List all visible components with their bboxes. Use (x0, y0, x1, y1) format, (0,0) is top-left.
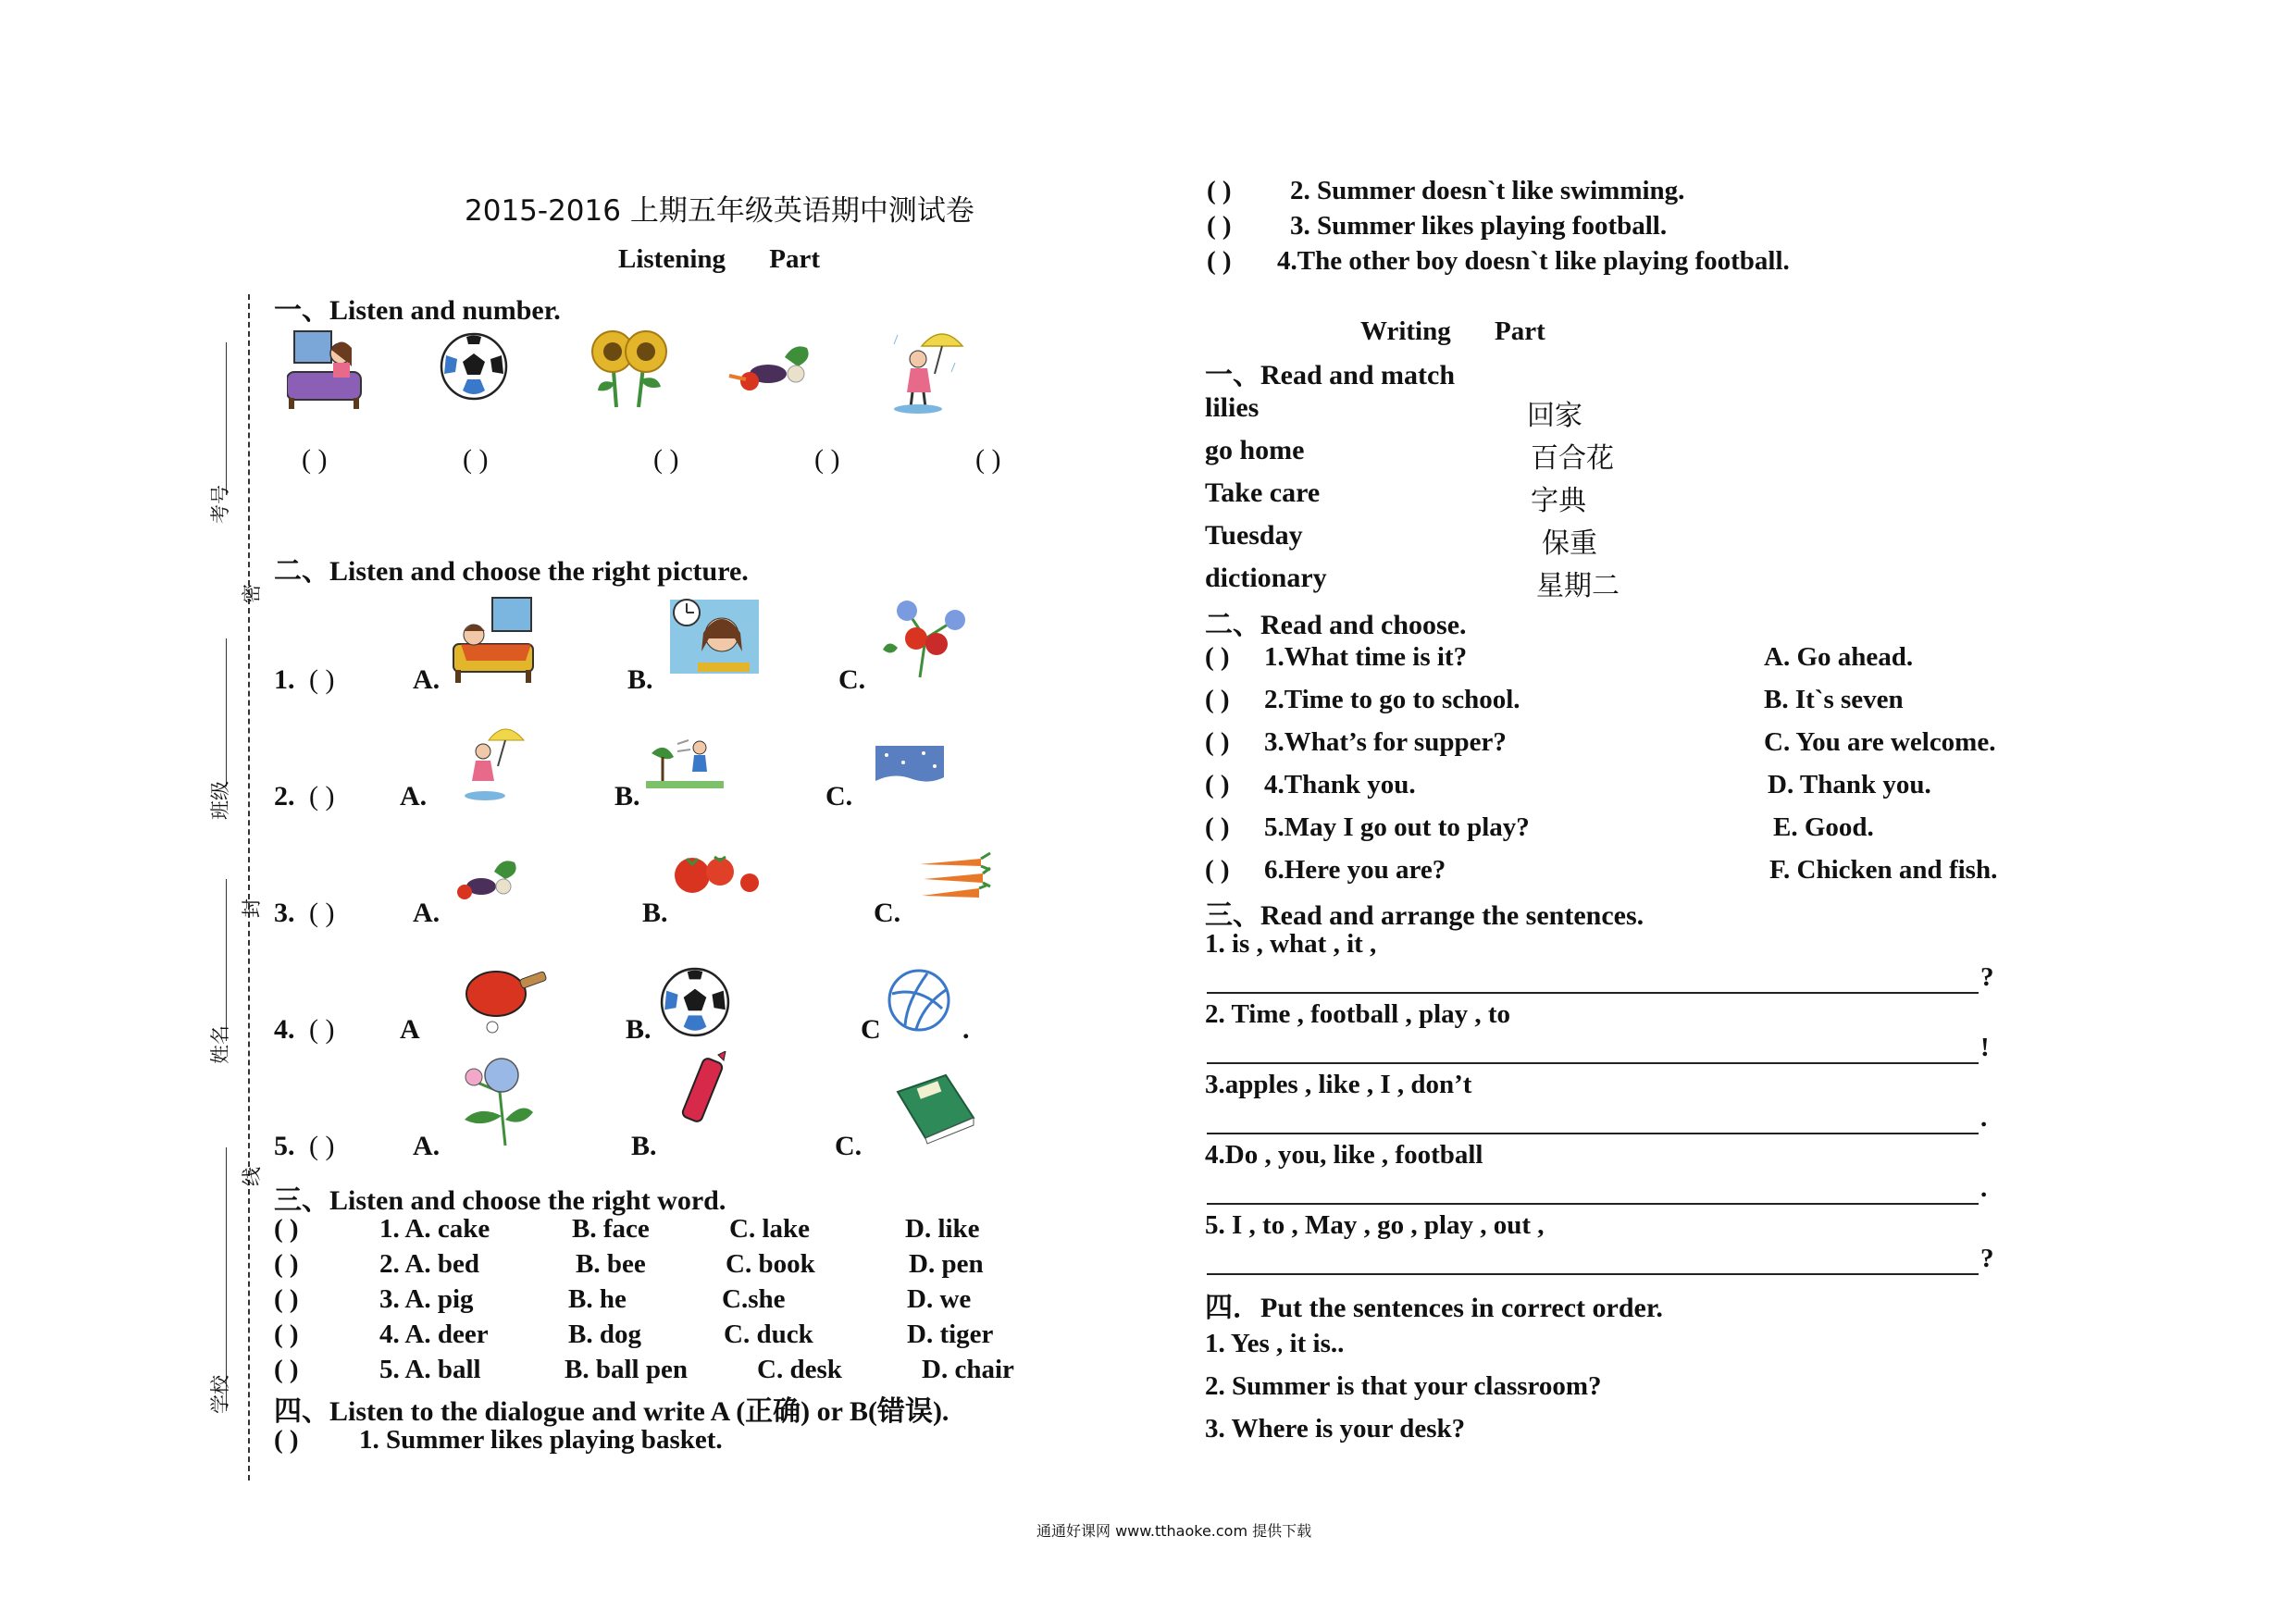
windy-day-picture[interactable] (646, 735, 724, 788)
l2-option-c-label: C (861, 1014, 881, 1045)
w2-answer-option: D. Thank you. (1768, 770, 1931, 799)
writing-word: Writing (1360, 316, 1451, 346)
w2-answer-option: F. Chicken and fish. (1769, 855, 1998, 885)
l2-option-a-label: A (400, 1014, 420, 1045)
margin-blank-school (226, 1147, 227, 1411)
l3-option-b: B. dog (568, 1319, 641, 1349)
w4-sentence: 3. Where is your desk? (1205, 1414, 1466, 1443)
l3-option-b: B. he (568, 1284, 627, 1314)
writing-part-word: Part (1495, 316, 1545, 346)
l4-item-text: 3. Summer likes playing football. (1290, 211, 1668, 241)
w2-answer-option: B. It`s seven (1764, 685, 1904, 714)
w1-english-word[interactable]: Take care (1205, 477, 1321, 508)
w3-heading: 三、Read and arrange the sentences. (1205, 900, 1644, 931)
w1-chinese-word[interactable]: 字典 (1531, 485, 1586, 517)
l3-row-paren[interactable]: ( ) (274, 1214, 299, 1244)
l1-answer-paren-1[interactable]: ( ) (302, 444, 328, 475)
w4-sentence: 1. Yes , it is.. (1205, 1329, 1345, 1358)
w2-answer-option: A. Go ahead. (1764, 642, 1914, 672)
margin-blank-class (226, 638, 227, 787)
l3-option-d: D. like (905, 1214, 980, 1244)
l2-option-b-label: B. (642, 898, 668, 928)
margin-label-xian: 线 (241, 1167, 263, 1186)
w3-scrambled-words: 4.Do , you, like , football (1205, 1140, 1483, 1170)
ping-pong-paddle-picture[interactable] (465, 966, 548, 1035)
l2-row-paren[interactable]: ( ) (309, 898, 335, 928)
l2-option-b-label: B. (614, 781, 640, 812)
l1-answer-paren-3[interactable]: ( ) (653, 444, 679, 475)
carrots-picture[interactable] (916, 851, 992, 903)
w2-question-paren[interactable]: ( ) (1205, 812, 1230, 842)
w2-answer-option: E. Good. (1773, 812, 1874, 842)
w3-scrambled-words: 3.apples , like , I , don’t (1205, 1070, 1472, 1099)
l3-option-d: D. chair (922, 1355, 1014, 1384)
l1-answer-paren-5[interactable]: ( ) (975, 444, 1001, 475)
l3-option-b: B. face (572, 1214, 650, 1244)
l2-row-paren[interactable]: ( ) (309, 1014, 335, 1045)
w3-answer-line[interactable] (1207, 1203, 1979, 1205)
l4-item-paren[interactable]: ( ) (1207, 176, 1232, 205)
listening-heading (618, 244, 820, 275)
margin-label-name: 姓名 (209, 1025, 231, 1064)
girl-sleeping-picture[interactable] (452, 596, 540, 685)
w1-english-word[interactable]: go home (1205, 435, 1305, 465)
w2-question-text: 2.Time to go to school. (1264, 685, 1520, 714)
l3-option-a: 1. A. cake (379, 1214, 490, 1244)
w3-end-punctuation: . (1980, 1103, 1988, 1133)
vegetables-picture (727, 339, 820, 396)
w2-question-paren[interactable]: ( ) (1205, 685, 1230, 714)
l3-option-a: 3. A. pig (379, 1284, 474, 1314)
flowers-picture[interactable] (879, 592, 975, 679)
l2-heading: 二、Listen and choose the right picture. (274, 556, 749, 587)
dictionary-book-picture[interactable] (892, 1072, 977, 1146)
l1-heading: 一、Listen and number. (274, 295, 561, 326)
l2-row-number: 1. (274, 664, 295, 695)
w3-scrambled-words: 1. is , what , it , (1205, 929, 1377, 959)
l4-item-paren[interactable]: ( ) (1207, 246, 1232, 276)
l2-row-number: 2. (274, 781, 295, 812)
football-picture[interactable] (659, 966, 731, 1038)
w1-chinese-word[interactable]: 回家 (1527, 400, 1582, 432)
l2-row-number: 3. (274, 898, 295, 928)
w3-answer-line[interactable] (1207, 1133, 1979, 1134)
w2-question-text: 3.What’s for supper? (1264, 727, 1507, 757)
l2-row-paren[interactable]: ( ) (309, 781, 335, 812)
w3-answer-line[interactable] (1207, 1273, 1979, 1275)
w2-question-paren[interactable]: ( ) (1205, 642, 1230, 672)
l2-option-b-label: B. (627, 664, 653, 695)
w1-heading: 一、Read and match (1205, 360, 1456, 390)
margin-blank-number (226, 342, 227, 495)
w4-sentence: 2. Summer is that your classroom? (1205, 1371, 1602, 1401)
l4-item-text: 4.The other boy doesn`t like playing football. (1277, 246, 1790, 276)
w2-question-text: 1.What time is it? (1264, 642, 1468, 672)
w2-question-paren[interactable]: ( ) (1205, 770, 1230, 799)
volleyball-picture[interactable] (887, 968, 951, 1033)
vegetables-picture[interactable] (448, 855, 524, 907)
l1-answer-paren-4[interactable]: ( ) (814, 444, 840, 475)
l3-option-a: 4. A. deer (379, 1319, 489, 1349)
w3-end-punctuation: . (1980, 1173, 1988, 1203)
l3-option-c: C. duck (724, 1319, 813, 1349)
w1-chinese-word[interactable]: 星期二 (1536, 570, 1620, 602)
l2-option-a-label: A. (413, 1131, 441, 1161)
w3-scrambled-words: 5. I , to , May , go , play , out , (1205, 1210, 1545, 1240)
w2-question-paren[interactable]: ( ) (1205, 727, 1230, 757)
l2-row-number: 5. (274, 1131, 295, 1161)
writing-heading (1360, 316, 1545, 347)
w3-end-punctuation: ? (1980, 962, 1994, 992)
margin-label-number: 考号 (209, 485, 231, 524)
w1-english-word[interactable]: dictionary (1205, 563, 1327, 593)
l3-option-d: D. we (907, 1284, 972, 1314)
w3-scrambled-words: 2. Time , football , play , to (1205, 999, 1511, 1029)
l1-answer-paren-2[interactable]: ( ) (463, 444, 489, 475)
l2-option-a-label: A. (400, 781, 428, 812)
w1-english-word[interactable]: Tuesday (1205, 520, 1303, 551)
l2-row-end-mark: . (962, 1014, 970, 1045)
crayon-picture[interactable] (677, 1051, 733, 1131)
w2-question-text: 5.May I go out to play? (1264, 812, 1530, 842)
sunflowers-picture (589, 326, 670, 409)
l4-item-text: 1. Summer likes playing basket. (359, 1425, 723, 1455)
margin-label-school: 学校 (209, 1375, 231, 1414)
l4-heading: 四、Listen to the dialogue and write A (正确) or B(错误). (274, 1396, 949, 1427)
w2-question-paren[interactable]: ( ) (1205, 855, 1230, 885)
l2-option-c-label: C. (874, 898, 901, 928)
girl-with-umbrella-picture (890, 326, 964, 415)
page-title: 2015-2016 上期五年级英语期中测试卷 (465, 194, 974, 228)
w3-answer-line[interactable] (1207, 992, 1979, 994)
footer-source-note: 通通好课网 www.tthaoke.com 提供下载 (1036, 1522, 1312, 1540)
l2-option-c-label: C. (838, 664, 866, 695)
l4-item-paren[interactable]: ( ) (1207, 211, 1232, 241)
w2-answer-option: C. You are welcome. (1764, 727, 1996, 757)
margin-label-mi: 密 (241, 584, 263, 603)
lily-flower-picture[interactable] (457, 1055, 537, 1147)
l2-option-c-label: C. (825, 781, 853, 812)
l3-option-a: 5. A. ball (379, 1355, 481, 1384)
l3-row-paren[interactable]: ( ) (274, 1249, 299, 1279)
l2-option-c-label: C. (835, 1131, 863, 1161)
l3-row-paren[interactable]: ( ) (274, 1319, 299, 1349)
w2-heading: 二、Read and choose. (1205, 610, 1467, 640)
l2-option-b-label: B. (631, 1131, 657, 1161)
l2-option-a-label: A. (413, 664, 441, 695)
l3-row-paren[interactable]: ( ) (274, 1355, 299, 1384)
binding-line (248, 294, 250, 1481)
girl-in-bed-picture (287, 326, 368, 411)
l2-row-paren[interactable]: ( ) (309, 1131, 335, 1161)
l3-option-d: D. tiger (907, 1319, 994, 1349)
w1-chinese-word[interactable]: 保重 (1542, 527, 1597, 560)
w1-chinese-word[interactable]: 百合花 (1531, 442, 1614, 475)
w1-english-word[interactable]: lilies (1205, 392, 1260, 423)
girl-eating-clock-picture[interactable] (670, 596, 759, 677)
l3-option-b: B. ball pen (565, 1355, 688, 1384)
l2-row-paren[interactable]: ( ) (309, 664, 335, 695)
l2-row-number: 4. (274, 1014, 295, 1045)
l3-option-a: 2. A. bed (379, 1249, 479, 1279)
listening-part-word: Part (769, 244, 821, 274)
w3-answer-line[interactable] (1207, 1062, 1979, 1064)
football-picture (439, 331, 509, 402)
w2-question-text: 6.Here you are? (1264, 855, 1446, 885)
rainy-day-picture[interactable] (461, 722, 526, 801)
l3-row-paren[interactable]: ( ) (274, 1284, 299, 1314)
l3-option-c: C. lake (729, 1214, 810, 1244)
w4-heading: 四．Put the sentences in correct order. (1205, 1293, 1663, 1323)
l3-option-b: B. bee (576, 1249, 646, 1279)
l3-option-c: C. book (726, 1249, 815, 1279)
l2-option-b-label: B. (626, 1014, 652, 1045)
l2-option-a-label: A. (413, 898, 441, 928)
l4-item-text: 2. Summer doesn`t like swimming. (1290, 176, 1685, 205)
l3-option-c: C. desk (757, 1355, 842, 1384)
w3-end-punctuation: ! (1980, 1033, 1990, 1062)
l3-option-c: C.she (722, 1284, 786, 1314)
l4-item-paren[interactable]: ( ) (274, 1425, 299, 1455)
margin-label-class: 班级 (209, 781, 231, 820)
margin-blank-name (226, 879, 227, 1041)
tomatoes-picture[interactable] (672, 851, 761, 898)
margin-label-feng: 封 (241, 898, 263, 918)
listening-word: Listening (618, 244, 726, 274)
snowy-day-picture[interactable] (875, 746, 944, 796)
l3-option-d: D. pen (909, 1249, 984, 1279)
w2-question-text: 4.Thank you. (1264, 770, 1416, 799)
w3-end-punctuation: ? (1980, 1244, 1994, 1273)
l3-heading: 三、Listen and choose the right word. (274, 1185, 726, 1216)
